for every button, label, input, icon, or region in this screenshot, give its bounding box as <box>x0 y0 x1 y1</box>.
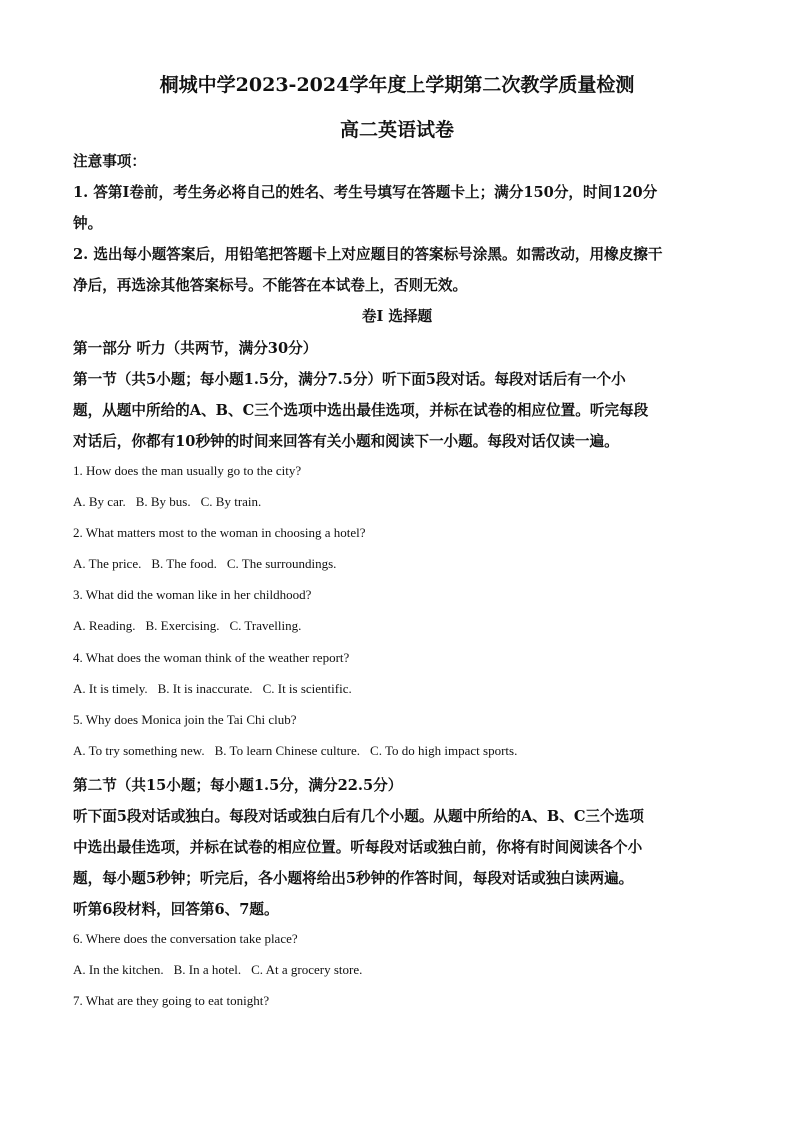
question-3: 3. What did the woman like in her childhood? <box>73 587 312 602</box>
option-b: B. By bus. <box>135 494 191 509</box>
option-b: B. Exercising. <box>145 618 220 633</box>
option-a: A. Reading. <box>73 618 136 633</box>
notice-item-2-line-2: 净后，再选涂其他答案标号。不能答在本试卷上，否则无效。 <box>73 277 468 294</box>
material-6-heading: 听第6段材料，回答第6、7题。 <box>73 901 279 918</box>
section1-line-2: 题，从题中所给的A、B、C三个选项中选出最佳选项，并标在试卷的相应位置。听完每段 <box>73 402 649 419</box>
section1-line-1: 第一节（共5小题；每小题1.5分，满分7.5分）听下面5段对话。每段对话后有一个小 <box>73 371 626 388</box>
question-6-options <box>73 962 372 978</box>
notice-item-1-line-1: 1. 答第I卷前，考生务必将自己的姓名、考生号填写在答题卡上；满分150分，时间120分 <box>73 184 658 201</box>
option-b: B. The food. <box>151 556 217 571</box>
question-4-options <box>73 681 362 697</box>
option-c: C. The surroundings. <box>226 556 337 571</box>
option-b: B. In a hotel. <box>173 962 242 977</box>
option-a: A. In the kitchen. <box>73 962 164 977</box>
notice-item-2-line-1: 2. 选出每小题答案后，用铅笔把答题卡上对应题目的答案标号涂黑。如需改动，用橡皮擦干 <box>73 246 663 263</box>
question-1-options <box>73 494 271 510</box>
question-1: 1. How does the man usually go to the city? <box>73 463 302 478</box>
notice-item-1-line-2: 钟。 <box>73 215 103 232</box>
exam-title: 桐城中学2023-2024学年度上学期第二次教学质量检测 <box>159 74 635 96</box>
option-b: B. To learn Chinese culture. <box>214 743 361 758</box>
option-c: C. Travelling. <box>229 618 302 633</box>
option-c: C. To do high impact sports. <box>370 743 518 758</box>
section2-heading: 第二节（共15小题；每小题1.5分，满分22.5分） <box>73 777 403 794</box>
section1-line-3: 对话后，你都有10秒钟的时间来回答有关小题和阅读下一小题。每段对话仅读一遍。 <box>73 433 619 450</box>
section2-line-3: 题，每小题5秒钟；听完后，各小题将给出5秒钟的作答时间，每段对话或独白读两遍。 <box>73 870 634 887</box>
option-c: C. At a grocery store. <box>251 962 363 977</box>
question-6: 6. Where does the conversation take place? <box>73 931 298 946</box>
option-a: A. To try something new. <box>73 743 205 758</box>
question-3-options <box>73 618 311 634</box>
option-a: A. By car. <box>73 494 126 509</box>
option-c: C. It is scientific. <box>262 681 352 696</box>
notice-heading: 注意事项： <box>73 153 146 170</box>
question-4: 4. What does the woman think of the weather report? <box>73 650 350 665</box>
section2-line-2: 中选出最佳选项，并标在试卷的相应位置。听每段对话或独白前，你将有时间阅读各个小 <box>73 839 643 856</box>
option-a: A. The price. <box>73 556 142 571</box>
exam-subtitle: 高二英语试卷 <box>339 119 454 141</box>
question-7: 7. What are they going to eat tonight? <box>73 993 270 1008</box>
option-a: A. It is timely. <box>73 681 148 696</box>
part1-heading: 第一部分 听力（共两节，满分30分） <box>73 340 318 357</box>
question-5-options <box>73 743 527 759</box>
question-2-options <box>73 556 346 572</box>
question-2: 2. What matters most to the woman in choosing a hotel? <box>73 525 366 540</box>
option-c: C. By train. <box>200 494 262 509</box>
section2-line-1: 听下面5段对话或独白。每段对话或独白后有几个小题。从题中所给的A、B、C三个选项 <box>73 808 644 825</box>
option-b: B. It is inaccurate. <box>157 681 253 696</box>
question-5: 5. Why does Monica join the Tai Chi club? <box>73 712 297 727</box>
volume-heading: 卷I 选择题 <box>361 308 433 325</box>
